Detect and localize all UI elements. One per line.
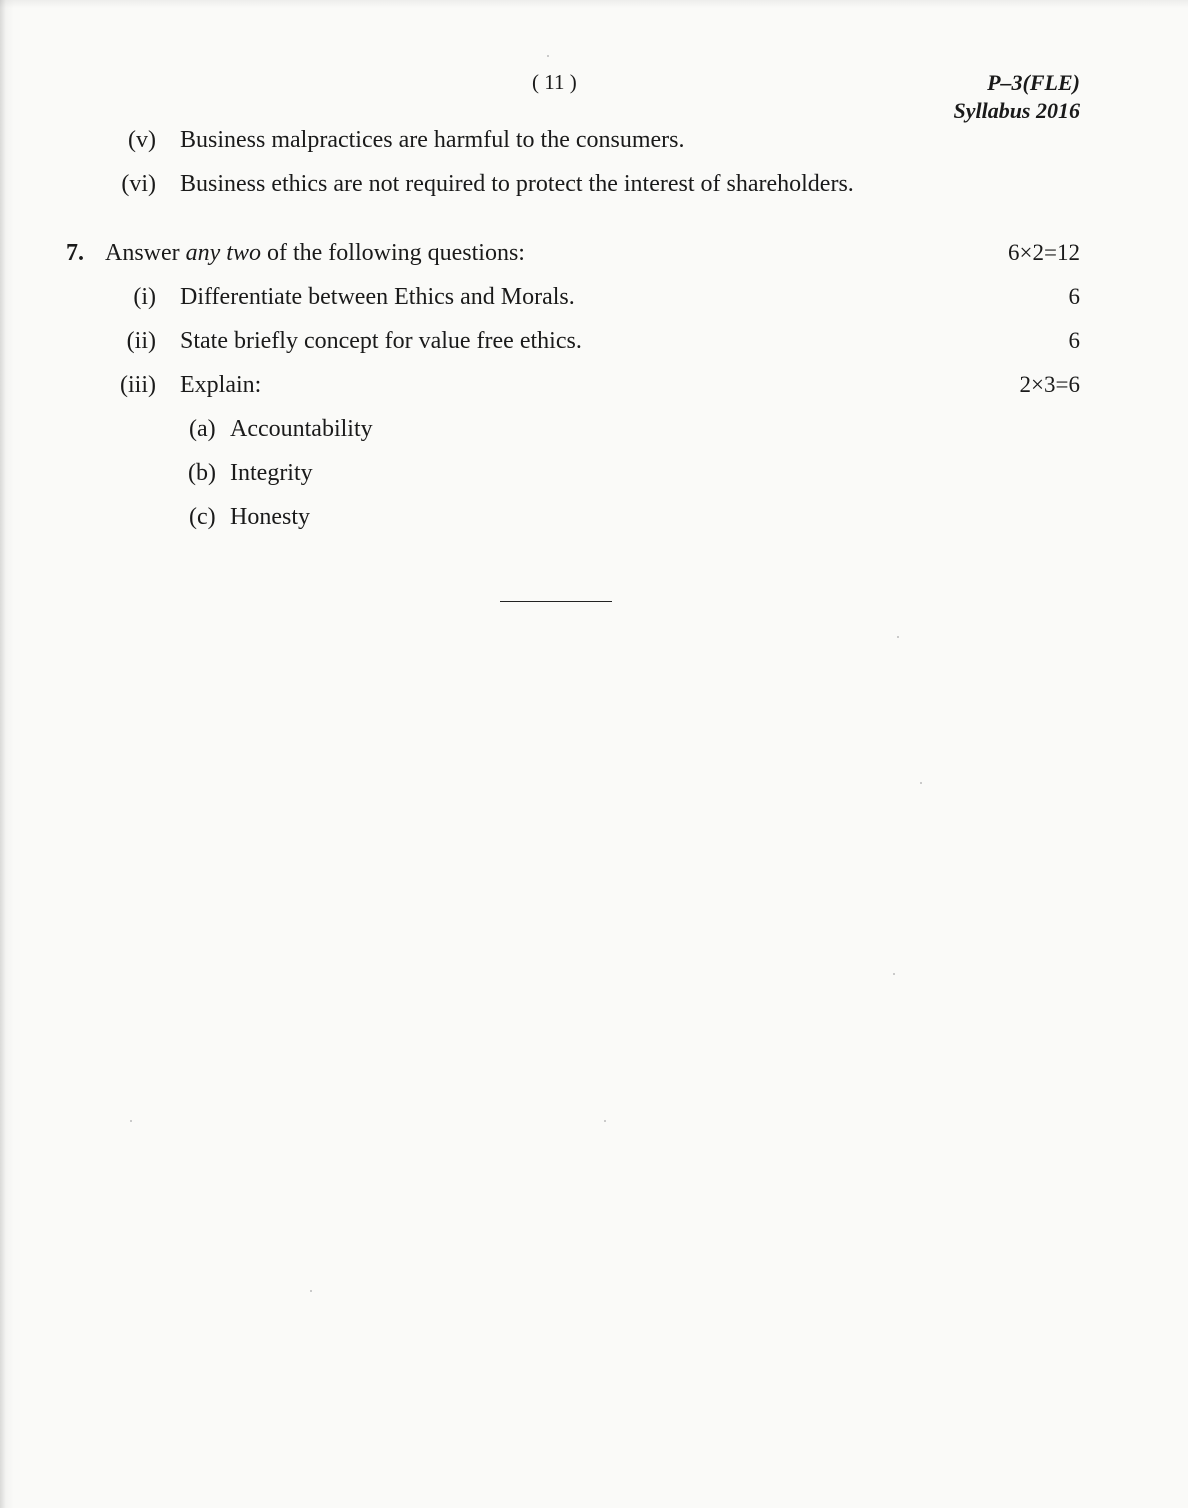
instruction-suffix: of the following questions: <box>260 240 525 266</box>
subpart-label: (c) <box>189 504 216 530</box>
scan-speck <box>897 636 899 638</box>
part-marks: 6 <box>1068 284 1080 309</box>
scan-speck <box>547 55 549 57</box>
end-divider <box>500 601 612 602</box>
subpart-text: Integrity <box>230 460 313 486</box>
part-label: (ii) <box>126 328 156 354</box>
statement-label: (vi) <box>121 171 156 197</box>
subpart-label: (b) <box>188 460 216 486</box>
scan-speck <box>604 1120 606 1122</box>
question-instruction <box>105 240 525 267</box>
scan-speck <box>920 782 922 784</box>
part-text: Differentiate between Ethics and Morals. <box>180 284 575 310</box>
syllabus-year: Syllabus 2016 <box>953 98 1080 123</box>
instruction-emphasis: any two <box>185 240 261 266</box>
paper-header <box>953 69 1080 125</box>
statement-text: Business ethics are not required to protect the interest of shareholders. <box>180 171 854 197</box>
part-marks: 2×3=6 <box>1019 372 1080 397</box>
scan-speck <box>310 1290 312 1292</box>
part-text: Explain: <box>180 372 262 398</box>
subpart-text: Accountability <box>230 416 373 442</box>
subpart-label: (a) <box>189 416 216 442</box>
part-marks: 6 <box>1068 328 1080 353</box>
part-label: (iii) <box>120 372 156 398</box>
question-marks: 6×2=12 <box>1008 240 1080 265</box>
scan-speck <box>893 973 895 975</box>
statement-label: (v) <box>128 127 156 153</box>
paper-code: P–3(FLE) <box>987 70 1080 95</box>
part-label: (i) <box>133 284 156 310</box>
instruction-prefix: Answer <box>105 240 186 266</box>
scan-speck <box>130 1120 132 1122</box>
subpart-text: Honesty <box>230 504 310 530</box>
page-number: ( 11 ) <box>532 70 577 94</box>
question-number: 7. <box>66 240 84 266</box>
statement-text: Business malpractices are harmful to the consumers. <box>180 127 685 153</box>
part-text: State briefly concept for value free ethics. <box>180 328 582 354</box>
